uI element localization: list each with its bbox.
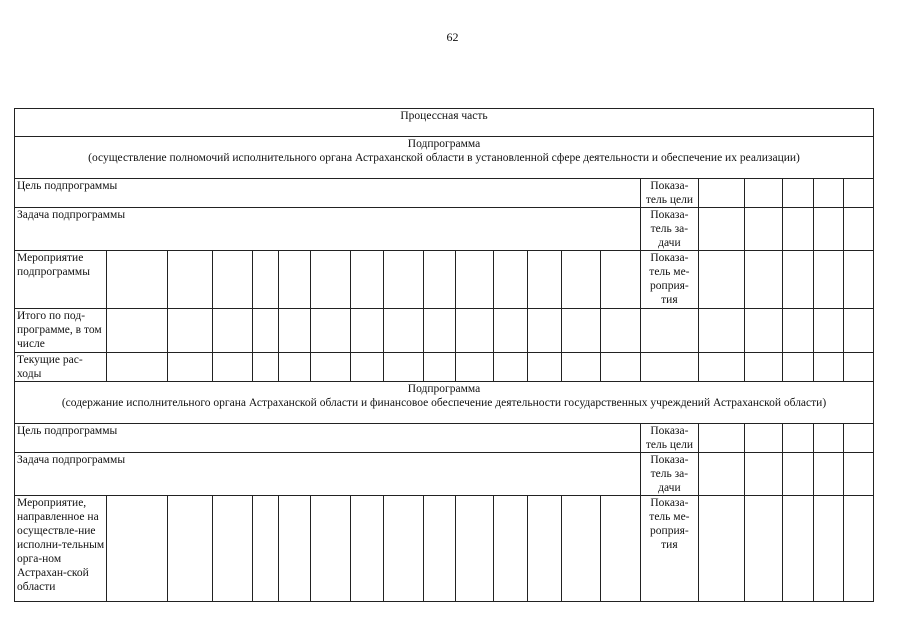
row-label: Задача подпрограммы — [15, 208, 641, 251]
subprogram-2-title: Подпрограмма — [407, 383, 481, 395]
table-row — [15, 251, 874, 309]
row-label: Итого по под-программе, в том числе — [15, 309, 107, 353]
row-label: Мероприятие подпрограммы — [15, 251, 107, 309]
indicator-label: Показа-тель ме-роприя-тия — [640, 251, 698, 309]
subprogram-1-subtitle: (осуществление полномочий исполнительного органа Астраханской области в установленной сфере деятельности и обеспечение их реализации) — [88, 152, 800, 164]
subprogram-2-header — [15, 382, 874, 424]
table-row — [15, 496, 874, 602]
program-table — [14, 108, 874, 602]
indicator-label: Показа-тель цели — [640, 179, 698, 208]
table-row — [15, 453, 874, 496]
subprogram-2-subtitle: (содержание исполнительного органа Астраханской области и финансовое обеспечение деятельности государственных учреждений Астраханской области) — [61, 397, 827, 409]
table-row — [15, 208, 874, 251]
row-label: Цель подпрограммы — [15, 424, 641, 453]
process-part-header: Процессная часть — [15, 109, 874, 137]
row-label: Цель подпрограммы — [15, 179, 641, 208]
subprogram-1-header — [15, 137, 874, 179]
indicator-label: Показа-тель ме-роприя-тия — [640, 496, 698, 602]
table-row — [15, 353, 874, 382]
indicator-label — [640, 353, 698, 382]
indicator-label: Показа-тель за-дачи — [640, 453, 698, 496]
table-row — [15, 309, 874, 353]
row-label: Задача подпрограммы — [15, 453, 641, 496]
row-label: Текущие рас-ходы — [15, 353, 107, 382]
row-label: Мероприятие, направленное на осуществле-ние исполни-тельным орга-ном Астрахан-ской области — [15, 496, 107, 602]
indicator-label — [640, 309, 698, 353]
indicator-label: Показа-тель цели — [640, 424, 698, 453]
page-number: 62 — [446, 30, 459, 44]
indicator-label: Показа-тель за-дачи — [640, 208, 698, 251]
table-row — [15, 424, 874, 453]
subprogram-1-title: Подпрограмма — [407, 138, 481, 150]
table-row — [15, 179, 874, 208]
